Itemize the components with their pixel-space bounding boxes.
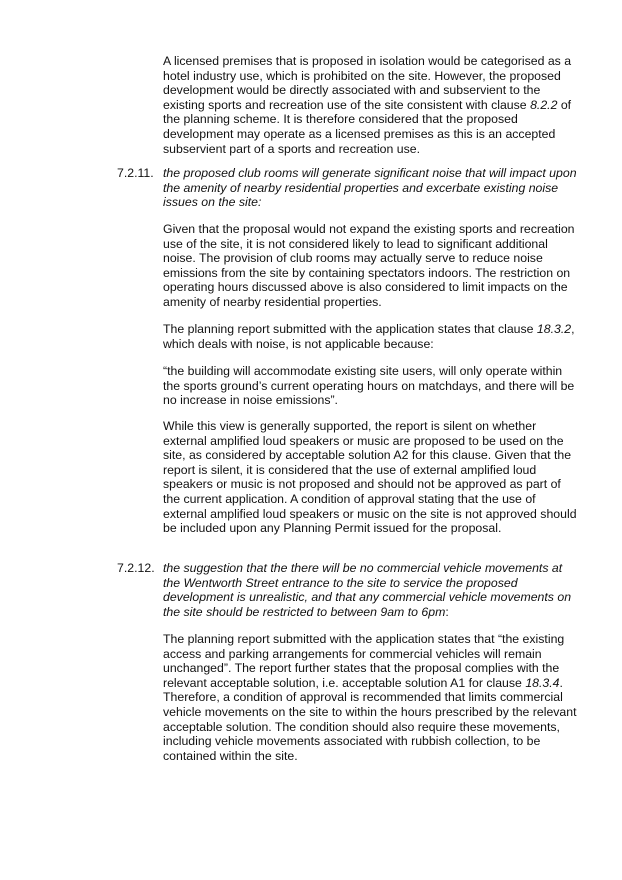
paragraph-licensed-premises: A licensed premises that is proposed in isolation would be categorised as a hotel industry use, which is prohibited on the site. However, the proposed development would be directly associated with and subservient to the existing sports and recreation use of the site consistent with clause 8.2.2 of the planning scheme. It is therefore considered that the proposed development may operate as a licensed premises as this is an accepted subservient part of a sports and recreation use.: [163, 54, 572, 156]
paragraph-commercial-vehicles: The planning report submitted with the application states that “the existing access and parking arrangements for commercial vehicles will remain unchanged”. The report further states that the proposal complies with the relevant acceptable solution, i.e. acceptable solution A1 for clause 18.3.4. Therefore, a condition of approval is recommended that limits commercial vehicle movements on the site to within the hours prescribed by the relevant acceptable solution. The condition should also require these movements, including vehicle movements associated with rubbish collection, to be contained within the site.: [163, 632, 577, 763]
clause-reference: 8.2.2: [530, 97, 558, 112]
paragraph-noise-expansion: Given that the proposal would not expand the existing sports and recreation use of the site, it is not considered likely to lead to significant additional noise. The provision of club rooms may actually serve to reduce noise emissions from the site by containing spectators indoors. The restriction on operating hours discussed above is also considered to limit impacts on the amenity of nearby residential properties.: [163, 222, 575, 309]
clause-reference: 18.3.4: [525, 675, 560, 690]
clause-number: 7.2.12.: [117, 561, 155, 575]
paragraph-planning-report-noise: The planning report submitted with the application states that clause 18.3.2, which deals with noise, is not applicable because:: [163, 322, 575, 351]
clause-number: 7.2.11.: [117, 166, 154, 180]
paragraph-quote: “the building will accommodate existing site users, will only operate within the sports ground’s current operating hours on matchdays, and there will be no increase in noise emissions”.: [163, 364, 575, 408]
paragraph-loud-speakers: While this view is generally supported, the report is silent on whether external amplified loud speakers or music are proposed to be used on the site, as considered by acceptable solution A2 for this clause. Given that the report is silent, it is considered that the use of external amplified loud speakers or music is not proposed and should not be approved as part of the current application. A condition of approval stating that the use of external amplified loud speakers or music on the site is not approved should be included upon any Planning Permit issued for the proposal.: [163, 419, 577, 536]
clause-reference: 18.3.2: [536, 322, 572, 336]
clause-text: the suggestion that the there will be no commercial vehicle movements at the Wentworth Street entrance to the site to service the proposed development is unrealistic, and that any commercial vehicle movements on the site should be restricted to between 9am to 6pm:: [163, 561, 572, 619]
clause-text: the proposed club rooms will generate significant noise that will impact upon the amenity of nearby residential properties and excerbate existing noise issues on the site:: [163, 166, 577, 210]
